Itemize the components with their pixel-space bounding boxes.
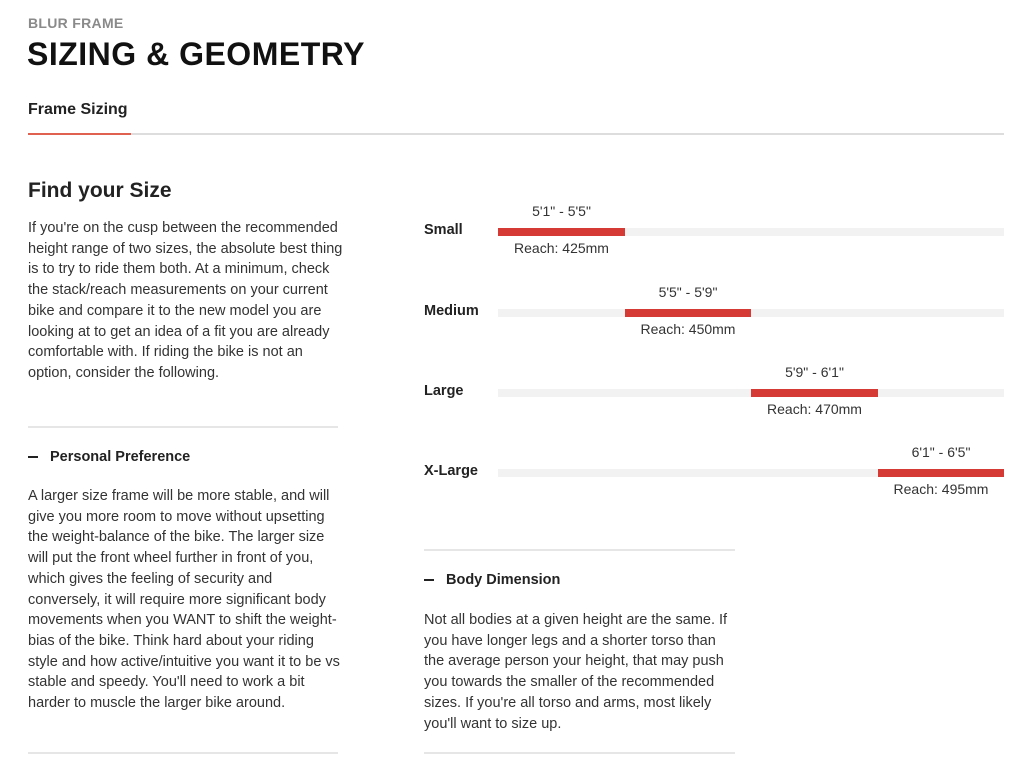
personal-preference-body: A larger size frame will be more stable, and will give you more room to move without upsetting the weight-balance of the bike. The larger size will put the front wheel further in front of you, which gives the feeling of security and conversely, it will require more significant body movements when you WANT to shift the weight-bias of the bike. Think hard about your riding style and how active/intuitive you want it to be vs stable and speedy. You'll need to work a bit harder to muscle the larger bike around. [28, 488, 340, 712]
size-label: Small [424, 222, 463, 238]
tab-divider [28, 133, 1004, 135]
body-dimension-body: Not all bodies at a given height are the same. If you have longer legs and a shorter torso than the average person your height, that may push you towards the smaller of the recommended sizes. If you're all torso and arms, most likely you'll want to size up. [424, 612, 728, 732]
accordion-title: Body Dimension [446, 572, 561, 588]
size-label: X-Large [424, 463, 478, 479]
reach-value: Reach: 450mm [640, 321, 736, 337]
height-range: 5'1" - 5'5" [532, 203, 591, 219]
minus-icon [28, 456, 38, 458]
height-range: 5'5" - 5'9" [658, 284, 718, 300]
reach-value: Reach: 495mm [893, 481, 989, 497]
accordion-title: Personal Preference [50, 449, 191, 465]
accordion-personal-preference[interactable] [28, 449, 190, 465]
size-range-bar [751, 389, 878, 397]
reach-value: Reach: 470mm [767, 401, 862, 417]
size-label: Large [424, 383, 464, 399]
size-track [498, 203, 1004, 256]
size-range-bar [498, 228, 625, 236]
size-range-bar [625, 309, 752, 317]
accordion-body-dimension[interactable] [424, 572, 560, 588]
page-title: SIZING & GEOMETRY [27, 36, 365, 72]
size-label: Medium [424, 303, 479, 319]
tab-active-indicator [28, 133, 131, 135]
divider [28, 752, 338, 754]
size-track [498, 284, 1004, 337]
divider [424, 752, 735, 754]
product-eyebrow: BLUR FRAME [28, 15, 124, 31]
size-track [498, 444, 1004, 497]
divider [28, 426, 338, 428]
minus-icon [424, 579, 434, 581]
find-size-intro: If you're on the cusp between the recommended height range of two sizes, the absolute best thing is to try to ride them both. At a minimum, check the stack/reach measurements on your current bike and compare it to the new model you are looking at to get an idea of a fit you are already comfortable with. If riding the bike is not an option, consider the following. [28, 220, 343, 381]
reach-value: Reach: 425mm [514, 240, 609, 256]
divider [424, 549, 735, 551]
find-size-heading: Find your Size [28, 179, 172, 202]
size-range-bar [878, 469, 1005, 477]
tab-frame-sizing[interactable]: Frame Sizing [28, 101, 128, 118]
height-range: 6'1" - 6'5" [911, 444, 971, 460]
size-track [498, 364, 1004, 417]
height-range: 5'9" - 6'1" [785, 364, 844, 380]
